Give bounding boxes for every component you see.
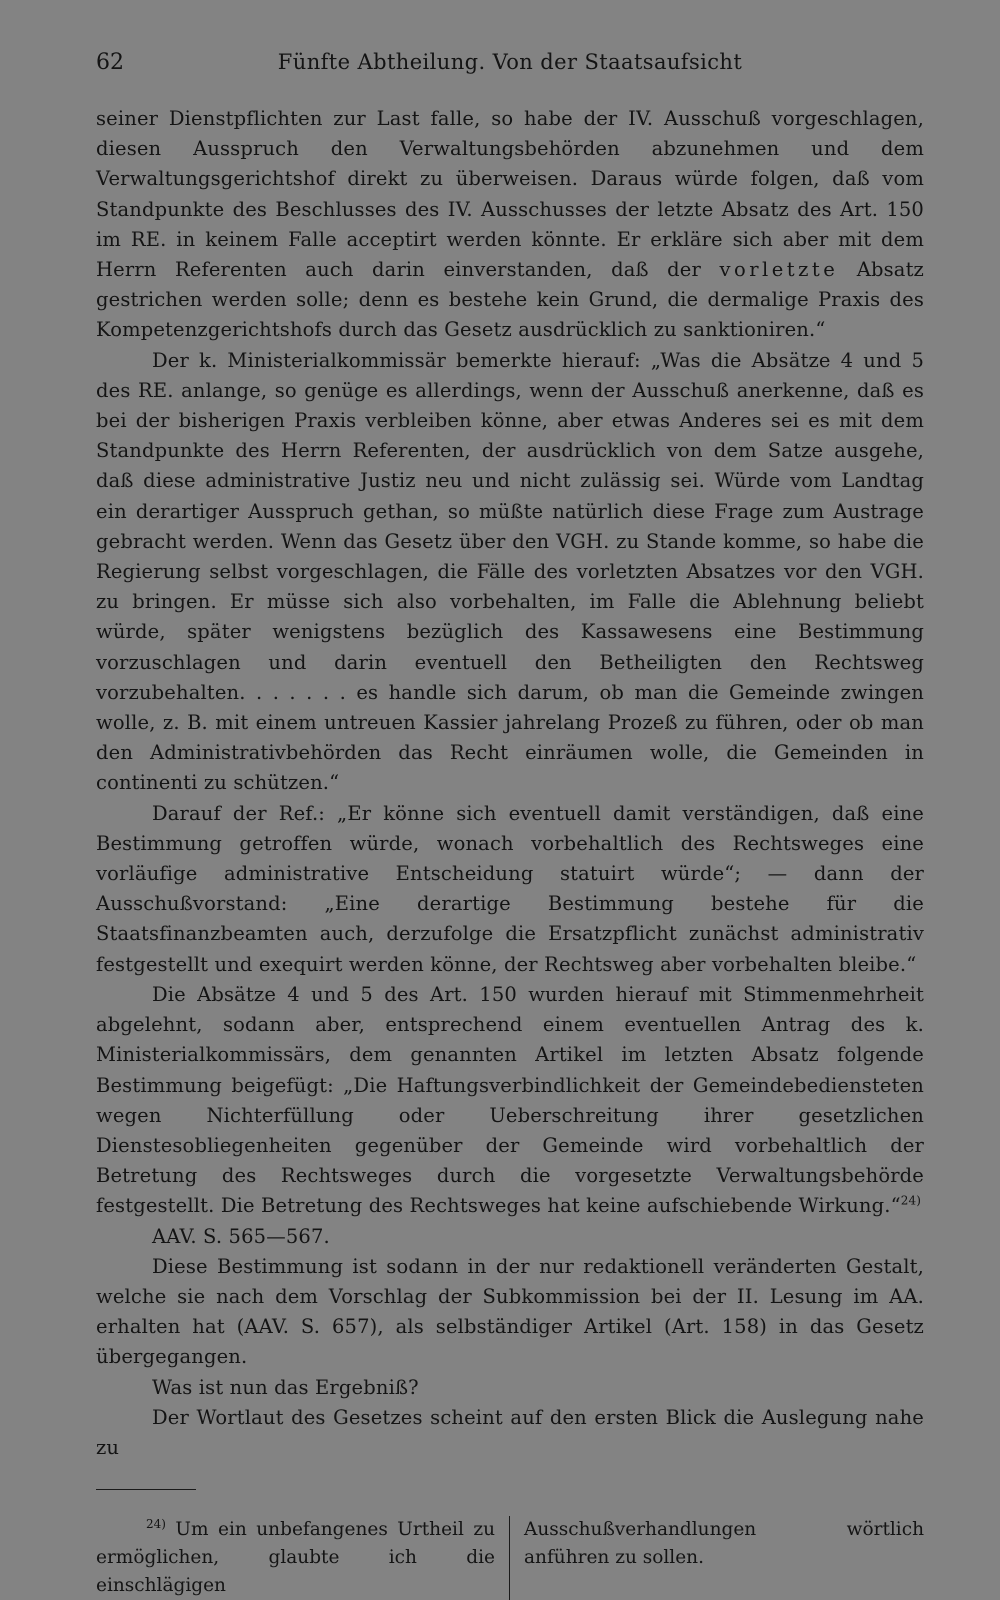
- citation: AAV. S. 565—567.: [152, 1224, 330, 1248]
- footnote-right-text: Ausschußverhandlungen wörtlich anführen zu sollen.: [524, 1519, 924, 1569]
- paragraph: Was ist nun das Ergebniß?: [152, 1375, 419, 1399]
- paragraph: [96, 980, 924, 1222]
- footnote-divider: [96, 1489, 196, 1490]
- paragraph: Diese Bestimmung ist sodann in der nur redaktionell veränderten Gestalt, welche sie nach dem Vorschlag der Subkommission bei der II. Lesung im AA. erhalten hat (AAV. S. 657), als selbständiger Artikel (Art. 158) in das Gesetz übergegangen.: [96, 1254, 924, 1369]
- paragraph: Darauf der Ref.: „Er könne sich eventuell damit verständigen, daß eine Bestimmung getroffen würde, wonach vorbehaltlich des Rechtsweges eine vorläufige administrative Entscheidung statuirt würde“; — dann der Ausschußvorstand: „Eine derartige Bestimmung bestehe für die Staatsfinanzbeamten auch, derzufolge die Ersatzpflicht zunächst administrativ festgestellt und exequirt werden könne, der Rechtsweg aber vorbehalten bleibe.“: [96, 801, 924, 976]
- paragraph: [96, 104, 924, 346]
- footnote-column-left: [96, 1516, 510, 1600]
- paragraph-text: seiner Dienstpflichten zur Last falle, so habe der IV. Ausschuß vorgeschlagen, diesen Ausspruch den Verwaltungsbehörden abzunehmen und dem Verwaltungsgerichtshof direkt zu überweisen. Daraus würde folgen, daß vom Standpunkte des Beschlusses des IV. Ausschusses der letzte Absatz des Art. 150 im RE. in keinem Falle acceptirt werden könnte. Er erkläre sich aber mit dem Herrn Referenten auch darin einverstanden, daß der: [96, 107, 924, 282]
- body-text: [96, 104, 924, 1463]
- paragraph: Der k. Ministerialkommissär bemerkte hierauf: „Was die Absätze 4 und 5 des RE. anlange, so genüge es allerdings, wenn der Ausschuß anerkenne, daß es bei der bisherigen Praxis verbleiben könne, aber etwas Anderes sei es mit dem Standpunkte des Herrn Referenten, der ausdrücklich von dem Satze ausgehe, daß diese administrative Justiz neu und nicht zulässig sei. Würde vom Landtag ein derartiger Ausspruch gethan, so müßte natürlich diese Frage zum Austrage gebracht werden. Wenn das Gesetz über den VGH. zu Stande komme, so habe die Regierung selbst vorgeschlagen, die Fälle des vorletzten Absatzes vor den VGH. zu bringen. Er müsse sich also vorbehalten, im Falle die Ablehnung beliebt würde, später wenigstens bezüglich des Kassawesens eine Bestimmung vorzuschlagen und darin eventuell den Betheiligten den Rechtsweg vorzubehalten. . . . . . . es handle sich darum, ob man die Gemeinde zwingen wolle, z. B. mit einem untreuen Kassier jahrelang Prozeß zu führen, oder ob man den Administrativbehörden das Recht einräumen wolle, die Gemeinden in continenti zu schützen.“: [96, 348, 924, 795]
- footnote-column-right: [510, 1516, 924, 1600]
- footnote: [96, 1516, 924, 1600]
- running-head: Fünfte Abtheilung. Von der Staatsaufsicht: [277, 50, 743, 74]
- footnote-marker: 24): [146, 1516, 166, 1531]
- emphasized-word: vorletzte: [719, 258, 839, 282]
- paragraph-text: Die Absätze 4 und 5 des Art. 150 wurden hierauf mit Stimmenmehrheit abgelehnt, sodann aber, entsprechend einem eventuellen Antrag des k. Ministerialkommissärs, dem genannten Artikel im letzten Absatz folgende Bestimmung beigefügt: „Die Haftungsverbindlichkeit der Gemeindebediensteten wegen Nichterfüllung oder Ueberschreitung ihrer gesetzlichen Dienstesobliegenheiten gegenüber der Gemeinde wird vorbehaltlich der Betretung des Rechtsweges durch die vorgesetzte Verwaltungsbehörde festgestellt. Die Betretung des Rechtsweges hat keine aufschiebende Wirkung.“: [96, 982, 924, 1218]
- page-number: 62: [96, 50, 124, 75]
- footnote-reference: 24): [900, 1193, 922, 1208]
- paragraph: Der Wortlaut des Gesetzes scheint auf den ersten Blick die Auslegung nahe zu: [96, 1405, 924, 1459]
- footnote-left-text: Um ein unbefangenes Urtheil zu ermöglichen, glaubte ich die einschlägigen: [96, 1519, 495, 1597]
- footnote-text: [96, 1516, 495, 1600]
- page-header: [96, 50, 924, 84]
- paragraph-text: Absatz gestrichen werden solle; denn es bestehe kein Grund, die dermalige Praxis des Kompetenzgerichtshofs durch das Gesetz ausdrücklich zu sanktioniren.“: [96, 258, 924, 342]
